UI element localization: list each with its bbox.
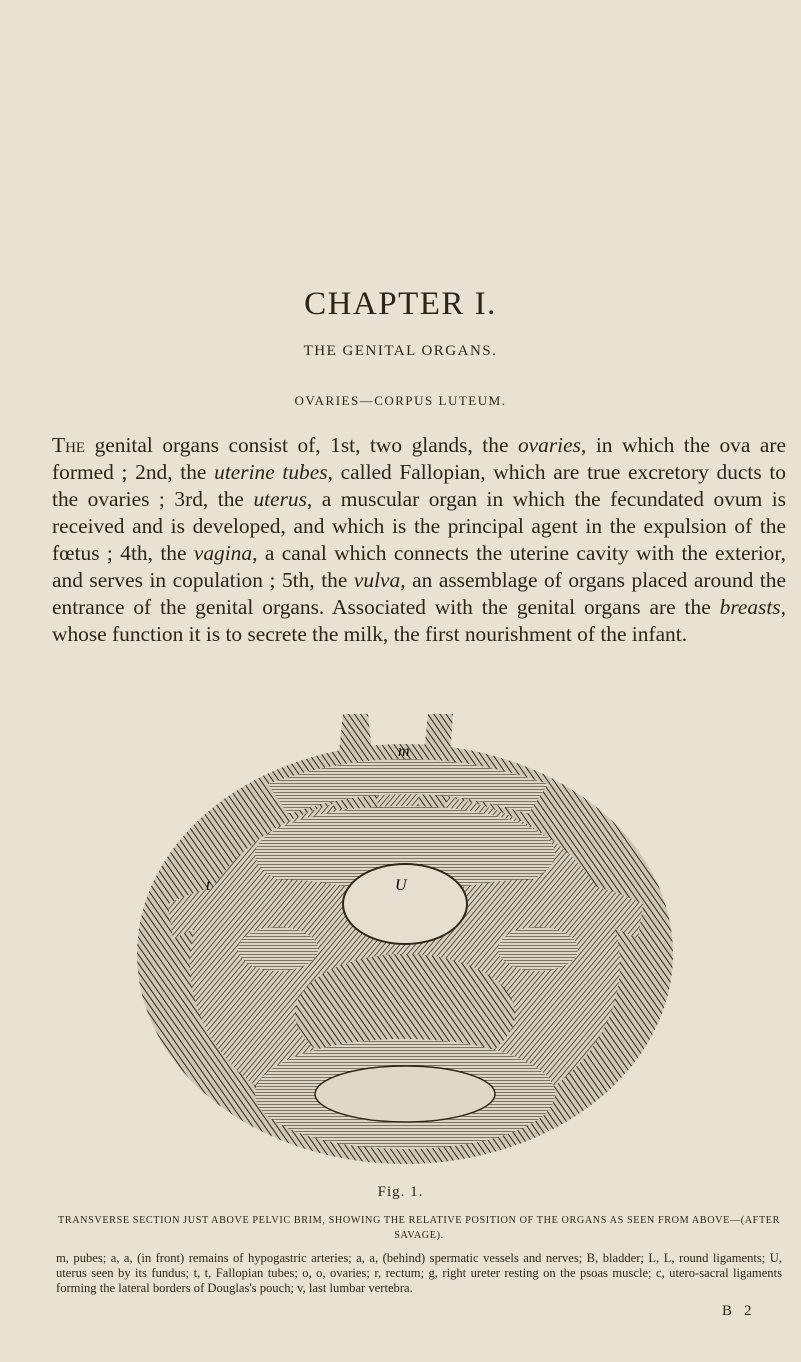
label-pubes: m: [398, 743, 410, 760]
figure-legend: m, pubes; a, a, (in front) remains of hypogastric arteries; a, a, (behind) spermatic vessels and nerves; B, bladder; L, L, round ligaments; U, uterus seen by its fundus; t, t, Fallopian tubes; o, o, ovaries; r, rectum; g, right ureter resting on the psoas muscle; c, utero-sacral ligaments forming the lateral borders of Douglas's pouch; v, last lumbar vertebra.: [56, 1251, 782, 1295]
chapter-heading: CHAPTER I.: [304, 286, 497, 322]
paragraph-text: , a muscular organ in which the fecundated ovum is received and is developed, and which is the principal agent in the expulsion of the fœtus ; 4th, the: [52, 487, 787, 565]
signature-mark: [722, 1303, 752, 1320]
vertebral-body-shape: [315, 1066, 495, 1122]
figure-caption: TRANSVERSE SECTION JUST ABOVE PELVIC BRIM, SHOWING THE RELATIVE POSITION OF THE ORGANS AS SEEN FROM ABOVE—(AFTER SAVAGE).: [58, 1215, 780, 1241]
paragraph-lead-word: The: [52, 433, 86, 457]
paragraph-text: , called Fallopian, which are true excretory ducts to the ovaries ; 3rd, the: [52, 460, 786, 511]
paragraph-text: , an assemblage of organs placed around the entrance of the genital organs. Associated with the genital organs are the: [52, 568, 786, 619]
term-vagina: vagina: [193, 541, 253, 565]
term-uterine-tubes: uterine tubes: [214, 460, 328, 484]
body-paragraph: [52, 432, 786, 648]
figure-number: Fig. 1.: [377, 1184, 424, 1200]
term-breasts: breasts: [719, 595, 781, 619]
label-fallopian-tube: t: [206, 877, 211, 894]
term-ovaries: ovaries: [517, 433, 581, 457]
label-uterus: U: [395, 877, 407, 894]
section-subtitle: OVARIES—CORPUS LUTEUM.: [294, 393, 507, 408]
paragraph-text: , in which the ova are formed ; 2nd, the: [52, 433, 786, 484]
left-ovary-shape: [238, 927, 318, 971]
paragraph-text: , whose function it is to secrete the milk, the first nourishment of the infant.: [52, 595, 786, 646]
right-ovary-shape: [498, 927, 578, 971]
pelvis-section-illustration: [128, 714, 683, 1174]
term-vulva: vulva: [353, 568, 401, 592]
paragraph-text: , a canal which connects the uterine cavity with the exterior, and serves in copulation ; 5th, the: [52, 541, 786, 592]
paragraph-text: genital organs consist of, 1st, two glands, the: [85, 433, 518, 457]
uterus-shape: [343, 864, 467, 944]
signature-number: 2: [744, 1303, 752, 1319]
section-title: THE GENITAL ORGANS.: [303, 343, 498, 359]
term-uterus: uterus: [253, 487, 307, 511]
anatomical-figure: [128, 714, 683, 1174]
signature-letter: B: [722, 1303, 733, 1319]
